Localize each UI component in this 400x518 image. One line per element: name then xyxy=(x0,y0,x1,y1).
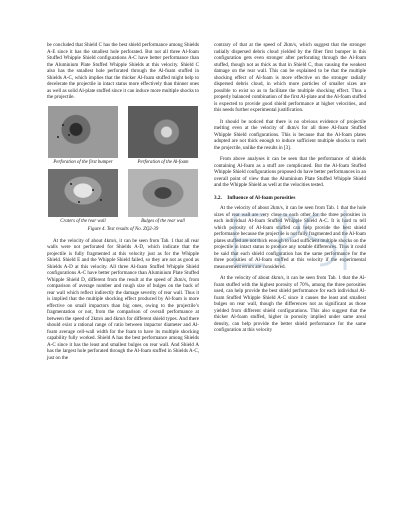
figure-caption: Bulges of the rear wall xyxy=(141,219,185,225)
body-paragraph: be concluded that Shield C has the best shield performance among Shields A-E since it has the smallest hole perforated. But not all three Al-foam Stuffed Whipple Shield configurations A-C have better performance than the Aluminium Plate Stuffed Whipple Shields at this velocity. Shield C also has the smallest hole perforated through the Al-foam stuffed in Shields A-C, which implies that the thicker Al-foam stuffed might help to decelerate the projectile in intact status more effectively than thinner ones as well as solid Al-plate stuffed since it can induce more multiple shocks to the projectile. xyxy=(47,42,199,100)
left-column xyxy=(47,42,199,366)
figure-panel xyxy=(128,106,198,170)
body-paragraph: At the velocity of about 2km/s, it can be seen from Tab. 1 that the hole sizes of rear wall are very close to each other for the three porosities in each individual Al-foam Stuffed Whipple Shield A-C. It is hard to tell which porosity of Al-foam stuffed can help provide the best shield performance because the projectile is not fully fragmented and the Al-foam plates stuffed are not thick enough to load sufficient multiple shocks on the projectile in intact status to produce any notable differences. Thus it could be said that each shield configuration has the same performance for the three porosities of Al-foam stuffed at this velocity if the experimental measurement errors are considered. xyxy=(214,205,366,270)
body-paragraph: It should be noticed that there is no obvious evidence of projectile melting even at the velocity of 4km/s for all three Al-foam Stuffed Whipple Shield configurations. This is because that the Al-foam plates adopted are not thick enough to induce sufficient multiple shocks to melt the projectile, unlike the results in [3]. xyxy=(214,118,366,151)
figure-4 xyxy=(47,106,199,232)
section-title: Influence of Al-foam porosities xyxy=(227,194,296,201)
figure-caption: Perforation of the Al-foam xyxy=(137,159,189,165)
section-number: 3.2. xyxy=(214,194,222,201)
body-paragraph: At the velocity of about 4km/s, it can be seen from Tab. 1 that all rear walls were not perforated for Shields A-D, which indicate that the projectile is fully fragmented at this velocity just as for the Whipple Shield. Shield E and the Whipple Shield failed, so they are not as good as Shields A-D at this velocity. All three Al-foam Stuffed Whipple Shield configurations A-C have better performance than Aluminium Plate Stuffed Whipple Shield D, different from the result at the speed of 2km/s, from comparison of average number and rough size of bulges on the back of rear wall which reflect indirectly the damage severity of rear wall. Thus it is implied that the multiple shocking effect produced by Al-foam is more effective on small impactors than big ones, owing to the projectile’s fragmentation or not, from the comparison of overall performance at between the speed of 2km/s and 4km/s for different shield types. And there should exist a rational range of ratio between impactor diameter and Al-foam average cell-wall width for the foam to have its multiple shocking capability fully worked. Shield A has the best performance among Shields A-C since it has the least and smallest bulges on rear wall. And Shield A has the largest hole perforated through the Al-foam stuffed in Shields A-C, just on the xyxy=(47,237,199,361)
photo-rear-wall-craters xyxy=(48,169,118,217)
photo-al-foam-perforation xyxy=(128,106,198,158)
section-heading xyxy=(214,195,366,202)
figure-caption: Craters of the rear wall xyxy=(60,219,106,225)
photo-rear-wall-bulges xyxy=(128,169,198,217)
photo-first-bumper-perforation xyxy=(48,106,118,158)
body-paragraph: contrary of that at the speed of 2km/s, which suggest that the stronger radially dispersed debris cloud yielded by the fiber first bumper in this configuration gets even stronger after perforating through the Al-foam stuffed, though not as thick as that in Shield C, thus causing the weakest damage on the rear wall. This can be explained to be that the multiple shocking effect of Al-foam is more effective on the stronger radially dispersed debris cloud, in which more particles of smaller sizes are possible to exist so as to facilitate the multiple shocking effect. Thus a properly balanced combination of the first Al-plate and the Al-foam stuffed is expected to provide good shield performance at higher velocities, and this needs further experimental justification. xyxy=(214,42,366,113)
figure-title: Figure 4. Test results of No. ZQ2-39 xyxy=(87,226,159,232)
body-paragraph: From above analyses it can be seen that the performance of shields containing Al-foam as a stuff are complicated. But the Al-foam Stuffed Whipple Shield configurations proposed do have better performances in an overall point of view than the Aluminium Plate Stuffed Whipple Shield and the Whipple Shield as well at the velocities tested. xyxy=(214,156,366,188)
figure-panel xyxy=(128,169,198,229)
right-column xyxy=(214,42,366,339)
figure-caption: Perforation of the first bumper xyxy=(53,159,113,165)
figure-panel xyxy=(48,169,118,229)
body-paragraph: At the velocity of about 4km/s, it can be seen from Tab. 1 that the Al-foam stuffed with the highest porosity of 70%, among the three porosities used, can help provide the best shield performance for each individual Al-foam Stuffed Whipple Shield A-C since it causes the least and smallest bulges on rear wall, though the differences not as significant as those yielded from different shield configurations. This also suggest that the thicker Al-foam stuffed, higher in porosity implied under same areal density, can help provide the better shield performance for the same configuration at this velocity xyxy=(214,275,366,333)
figure-panel xyxy=(48,106,118,170)
